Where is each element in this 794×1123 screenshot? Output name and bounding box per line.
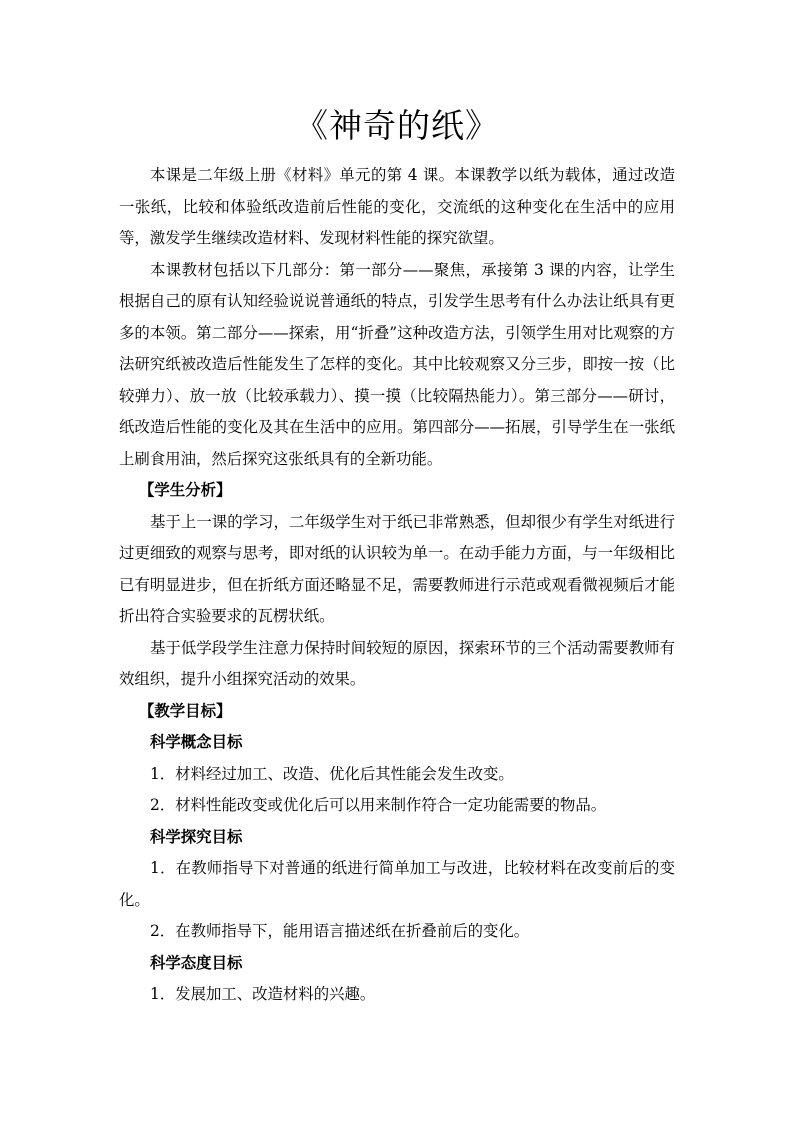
textbook-paragraph: 本课教材包括以下几部分：第一部分——聚焦，承接第 3 课的内容，让学生根据自己的原有认知经验说说普通纸的特点，引发学生思考有什么办法让纸具有更多的本领。第二部分——探索，用“折叠”这种改造方法，引领学生用对比观察的方法研究纸被改造后性能发生了怎样的变化。其中比较观察又分三步，即按一按（比较弹力）、放一放（比较承载力）、摸一摸（比较隔热能力）。第三部分——研讨，纸改造后性能的变化及其在生活中的应用。第四部分——拓展，引导学生在一张纸上刷食用油，然后探究这张纸具有的全新功能。 <box>119 260 675 468</box>
teaching-goals-heading: 【教学目标】 <box>139 701 232 720</box>
inquiry-goal-item: 1．在教师指导下对普通的纸进行简单加工与改进，比较材料在改变前后的变化。 <box>119 859 675 909</box>
document-body <box>119 160 675 1011</box>
inquiry-goal-item: 2．在教师指导下，能用语言描述纸在折叠前后的变化。 <box>150 922 530 940</box>
attitude-goal-item: 1．发展加工、改造材料的兴趣。 <box>150 985 376 1003</box>
document-title: 《神奇的纸》 <box>295 106 499 145</box>
concept-goal-item: 2．材料性能改变或优化后可以用来制作符合一定功能需要的物品。 <box>150 796 607 814</box>
concept-goals-heading: 科学概念目标 <box>150 733 243 751</box>
inquiry-goals-heading: 科学探究目标 <box>150 827 243 846</box>
attitude-goals-heading: 科学态度目标 <box>150 953 243 972</box>
student-analysis-paragraph: 基于低学段学生注意力保持时间较短的原因，探索环节的三个活动需要教师有效组织，提升小组探究活动的效果。 <box>119 638 675 688</box>
concept-goal-item: 1．材料经过加工、改造、优化后其性能会发生改变。 <box>150 764 514 783</box>
intro-paragraph: 本课是二年级上册《材料》单元的第 4 课。本课教学以纸为载体，通过改造一张纸，比较和体验纸改造前后性能的变化，交流纸的这种变化在生活中的应用等，激发学生继续改造材料、发现材料性能的探究欲望。 <box>119 166 675 247</box>
student-analysis-paragraph: 基于上一课的学习，二年级学生对于纸已非常熟悉，但却很少有学生对纸进行过更细致的观察与思考，即对纸的认识较为单一。在动手能力方面，与一年级相比已有明显进步，但在折纸方面还略显不足，需要教师进行示范或观看微视频后才能折出符合实验要求的瓦楞状纸。 <box>119 512 675 625</box>
student-analysis-heading: 【学生分析】 <box>139 481 232 499</box>
